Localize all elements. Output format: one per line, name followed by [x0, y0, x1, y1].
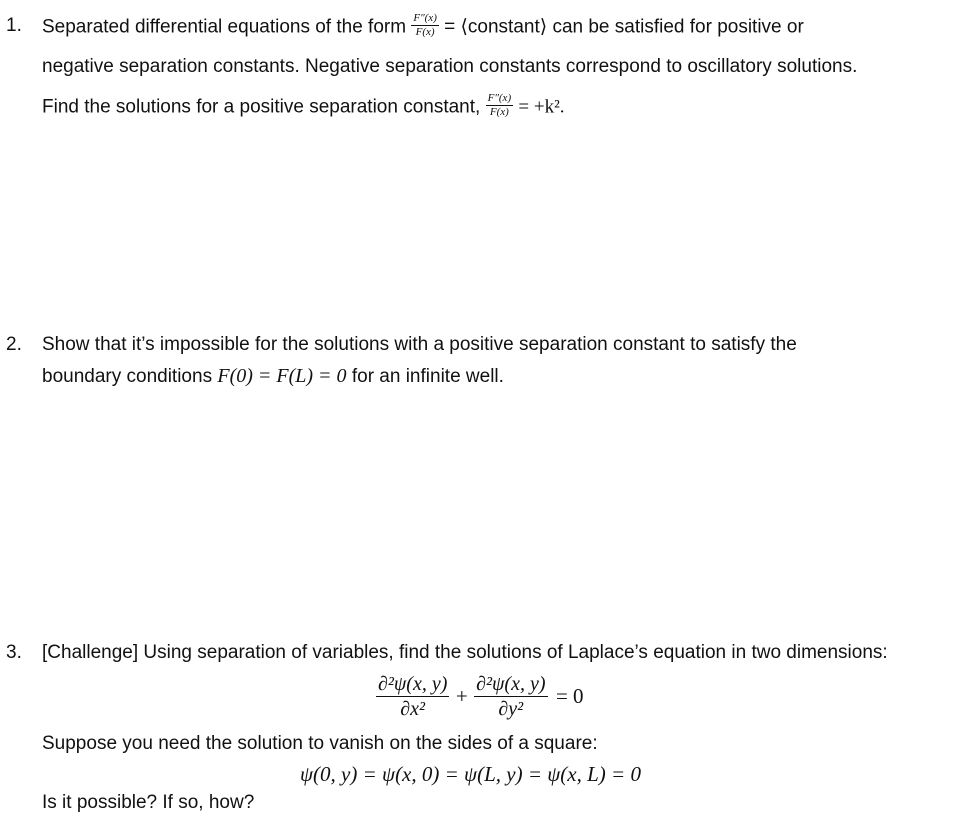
q2-line1: Show that it’s impossible for the solutions with a positive separation constant to satisfy the	[42, 334, 797, 355]
laplace-term2	[474, 672, 547, 721]
q1-fraction	[411, 12, 439, 39]
q1-frac2-denominator: F(x)	[489, 106, 509, 118]
q1-line1	[42, 14, 804, 41]
laplace-rhs: = 0	[555, 684, 584, 708]
q1-line1-post: = ⟨constant⟩ can be satisfied for positive or	[444, 16, 804, 38]
q1-fraction2	[486, 92, 514, 119]
laplace-term1-num: ∂²ψ(x, y)	[378, 673, 448, 695]
laplace-term1	[376, 672, 449, 721]
laplace-term2-num: ∂²ψ(x, y)	[476, 673, 546, 695]
q2-line2-pre: boundary conditions	[42, 366, 213, 387]
laplace-term1-den: ∂x²	[400, 698, 426, 720]
q1-line2: negative separation constants. Negative separation constants correspond to oscillatory solutions.	[42, 56, 858, 77]
q1-frac-numerator: F″(x)	[413, 12, 437, 24]
q3-number: 3.	[6, 642, 22, 663]
q3-line3: Is it possible? If so, how?	[42, 792, 255, 813]
q2-line2	[42, 364, 504, 389]
q1-line3-pre: Find the solutions for a positive separation constant,	[42, 96, 481, 118]
q1-frac-denominator: F(x)	[415, 26, 435, 38]
q1-line3	[42, 94, 565, 121]
q1-line3-post: = +k².	[518, 96, 565, 118]
q1-line1-pre: Separated differential equations of the form	[42, 16, 407, 38]
q3-line2: Suppose you need the solution to vanish on the sides of a square:	[42, 733, 598, 754]
laplace-plus: +	[455, 684, 468, 708]
q3-line1: [Challenge] Using separation of variables, find the solutions of Laplace’s equation in two dimensions:	[42, 642, 888, 663]
q2-number: 2.	[6, 334, 22, 355]
q2-line2-post: for an infinite well.	[351, 366, 504, 387]
q1-number: 1.	[6, 15, 22, 36]
q1-frac2-numerator: F″(x)	[487, 92, 512, 104]
q2-boundary-math: F(0) = F(L) = 0	[217, 365, 347, 387]
q3-boundary-conditions: ψ(0, y) = ψ(x, 0) = ψ(L, y) = ψ(x, L) = 0	[300, 762, 641, 786]
laplace-equation	[376, 672, 584, 721]
laplace-term2-den: ∂y²	[498, 698, 524, 720]
